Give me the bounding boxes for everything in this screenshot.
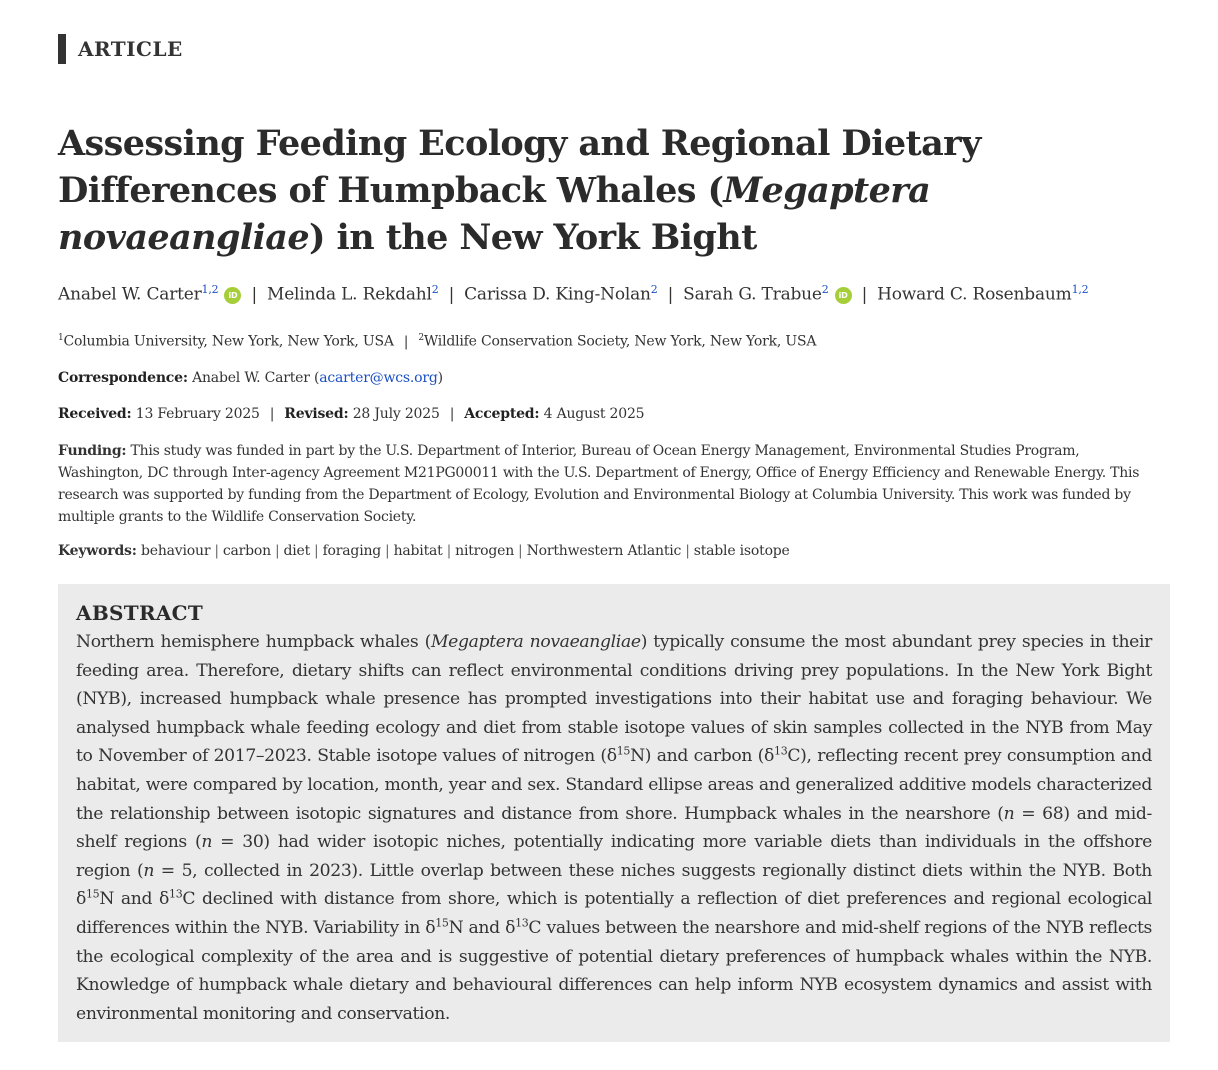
keyword-item[interactable]: habitat — [393, 543, 443, 559]
date-separator: | — [449, 406, 455, 422]
author-affiliation-ref[interactable]: 1,2 — [201, 283, 219, 296]
keyword-item[interactable]: Northwestern Atlantic — [526, 543, 682, 559]
abstract-segment: = 68) and mid-shelf regions ( — [76, 803, 1152, 853]
keywords-label: Keywords: — [58, 543, 137, 559]
article-dates — [58, 404, 644, 424]
abstract-text — [76, 628, 1152, 1028]
title-species: Megaptera novaeangliae — [58, 170, 931, 258]
revised-date: 28 July 2025 — [352, 406, 440, 422]
affiliations — [58, 328, 816, 352]
keyword-item[interactable]: nitrogen — [455, 543, 515, 559]
keyword-separator: | — [518, 543, 523, 559]
funding-label: Funding: — [58, 443, 127, 459]
italic-text: n — [1003, 803, 1015, 824]
orcid-icon[interactable]: iD — [835, 287, 852, 304]
correspondence-email-link[interactable]: acarter@wcs.org — [319, 370, 438, 386]
correspondence-label: Correspondence: — [58, 370, 188, 386]
author-separator: | — [251, 284, 257, 305]
abstract-segment: C declined with distance from shore, which is potentially a reflection of diet preferences and regional ecological differences within the NYB. Variability in δ — [76, 889, 1153, 938]
keyword-separator: | — [685, 543, 690, 559]
funding-text: This study was funded in part by the U.S. Department of Interior, Bureau of Ocean Energy Management, Environmental Studies Program, Washington, DC through Inter-agency Agreement M21PG00011 with the U.S. Department of Energy, Office of Energy Efficiency and Renewable Energy. This research was supported by funding from the Department of Ecology, Evolution and Environmental Biology at Columbia University. This work was funded by multiple grants to the Wildlife Conservation Society. — [58, 443, 1140, 525]
author-name[interactable]: Melinda L. Rekdahl — [266, 284, 432, 305]
correspondence: Correspondence: Anabel W. Carter (acarter@wcs.org) — [58, 370, 443, 386]
abstract-segment: N and δ — [448, 917, 516, 938]
abstract-segment: N) and carbon (δ — [630, 746, 775, 767]
author-separator: | — [448, 284, 455, 305]
italic-text: n — [201, 832, 213, 853]
author-affiliation-ref[interactable]: 2 — [650, 283, 658, 296]
title-part-2: ) in the New York Bight — [309, 217, 757, 258]
author-separator: | — [861, 284, 868, 305]
abstract-segment: C), reflecting recent prey consumption and habitat, were compared by location, month, year and sex. Standard ellipse areas and generalized additive models characterized the relationship between isotopic signatures and distance from shore. Humpback whales in the nearshore ( — [76, 746, 1153, 824]
affiliation-1-number: 1 — [58, 333, 64, 343]
abstract-segment: Northern hemisphere humpback whales ( — [76, 632, 431, 652]
italic-text: n — [143, 860, 155, 881]
abstract-section — [58, 584, 1170, 1042]
isotope-superscript: 15 — [435, 916, 449, 930]
author-list — [58, 278, 1198, 307]
keyword-item[interactable]: carbon — [222, 543, 271, 559]
keyword-item[interactable]: diet — [283, 543, 311, 559]
keyword-separator: | — [314, 543, 319, 559]
keyword-list — [141, 543, 790, 559]
author-affiliation-ref[interactable]: 2 — [431, 283, 439, 296]
author-separator: | — [667, 284, 674, 305]
title-part-1: Assessing Feeding Ecology and Regional Dietary Differences of Humpback Whales ( — [58, 123, 981, 211]
affiliation-1: Columbia University, New York, New York, USA — [63, 333, 394, 350]
isotope-superscript: 15 — [616, 744, 631, 758]
abstract-segment: = 5, collected in 2023). Little overlap between these niches suggests regionally distinct diets within the NYB. Both δ — [76, 860, 1152, 910]
received-label: Received: — [58, 406, 132, 422]
affiliation-2: Wildlife Conservation Society, New York, New York, USA — [423, 333, 817, 350]
accepted-label: Accepted: — [464, 406, 540, 422]
date-separator: | — [269, 406, 275, 422]
author-name[interactable]: Carissa D. King-Nolan — [464, 284, 651, 305]
italic-text: Megaptera novaeangliae — [430, 632, 641, 652]
abstract-segment: ) typically consume the most abundant prey species in their feeding area. Therefore, dietary shifts can reflect environmental conditions driving prey populations. In the New York Bight (NYB), increased humpback whale presence has prompted investigations into their habitat use and foraging behaviour. We analysed humpback whale feeding ecology and diet from stable isotope values of skin samples collected in the NYB from May to November of 2017–2023. Stable isotope values of nitrogen (δ — [76, 632, 1153, 767]
isotope-superscript: 15 — [86, 887, 100, 901]
revised-label: Revised: — [284, 406, 349, 422]
affiliation-separator: | — [403, 333, 409, 350]
keyword-item[interactable]: stable isotope — [693, 543, 790, 559]
affiliation-2-number: 2 — [418, 333, 424, 343]
keyword-separator: | — [274, 543, 280, 559]
author-name[interactable]: Anabel W. Carter — [58, 284, 202, 305]
orcid-icon[interactable]: iD — [224, 287, 241, 304]
author-affiliation-ref[interactable]: 1,2 — [1071, 283, 1089, 296]
keyword-separator: | — [214, 543, 219, 559]
keyword-item[interactable]: foraging — [322, 543, 382, 559]
article-title — [58, 120, 1178, 261]
accepted-date: 4 August 2025 — [543, 406, 645, 422]
article-type-label: ARTICLE — [58, 34, 183, 64]
keyword-separator: | — [446, 543, 452, 559]
author-name[interactable]: Sarah G. Trabue — [683, 284, 822, 305]
abstract-segment: C values between the nearshore and mid-shelf regions of the NYB reflects the ecological complexity of the area and is suggestive of potential dietary preferences of humpback whales within the NYB. Knowledge of humpback whale dietary and behavioural differences can help inform NYB ecosystem dynamics and assist with environmental monitoring and conservation. — [76, 917, 1153, 1024]
author-name[interactable]: Howard C. Rosenbaum — [877, 284, 1072, 305]
correspondence-name: Anabel W. Carter — [192, 370, 310, 386]
abstract-heading: ABSTRACT — [76, 601, 204, 625]
isotope-superscript: 13 — [169, 887, 183, 901]
funding-statement — [58, 440, 1168, 528]
isotope-superscript: 13 — [774, 744, 788, 758]
author-affiliation-ref[interactable]: 2 — [821, 283, 829, 296]
received-date: 13 February 2025 — [135, 406, 260, 422]
abstract-segment: N and δ — [99, 889, 170, 910]
abstract-segment: = 30) had wider isotopic niches, potentially indicating more variable diets than individuals in the offshore region ( — [76, 832, 1152, 881]
keywords — [58, 541, 790, 561]
keyword-item[interactable]: behaviour — [140, 543, 211, 559]
keyword-separator: | — [385, 543, 390, 559]
isotope-superscript: 13 — [515, 916, 529, 930]
